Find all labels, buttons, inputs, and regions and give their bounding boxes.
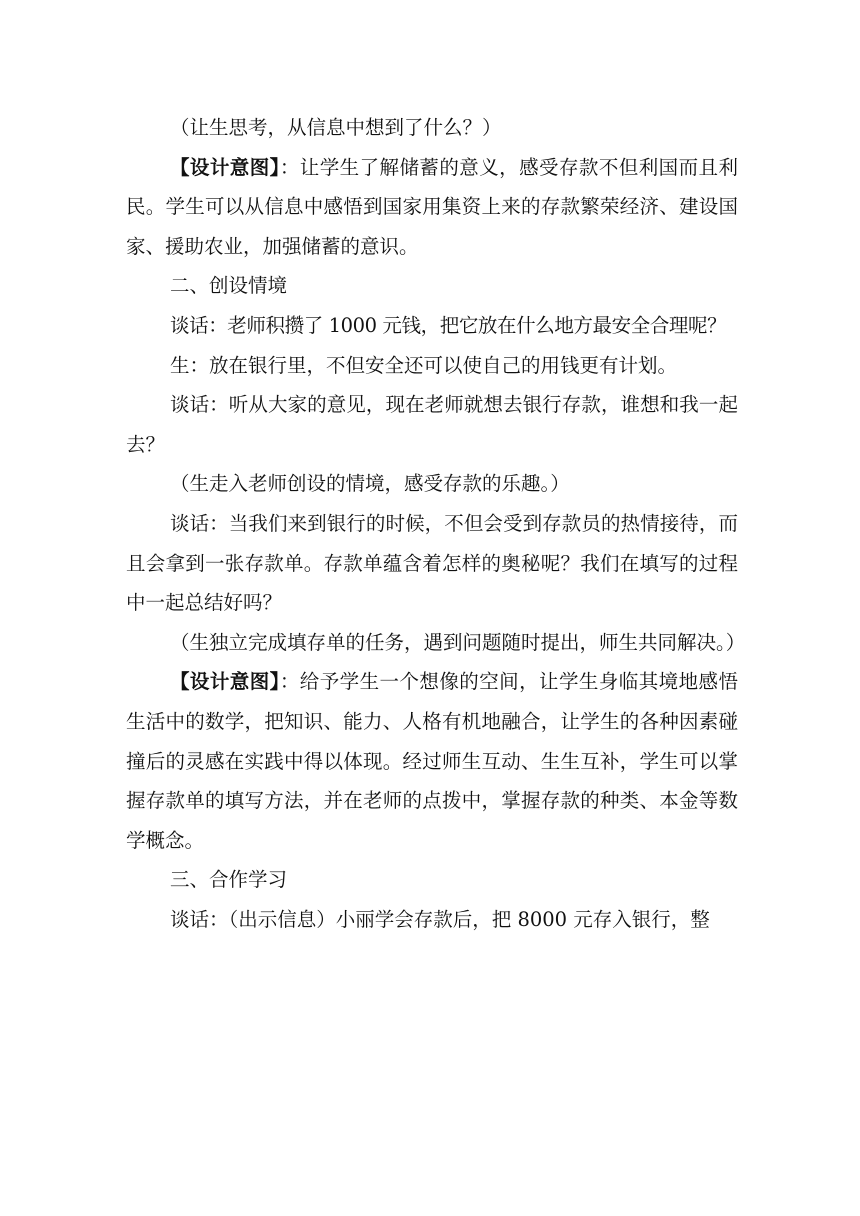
- paragraph-design-intent-1: [126, 148, 738, 267]
- section-heading-cooperative-learning: 三、合作学习: [170, 868, 288, 892]
- design-intent-text: ：给予学生一个想像的空间，让学生身临其境地感悟生活中的数学，把知识、能力、人格有机地融合，让学生的各种因素碰撞后的灵感在实践中得以体现。经过师生互动、生生互补，学生可以掌握存款单的填写方法，并在老师的点拨中，掌握存款的种类、本金等数学概念。: [126, 670, 738, 852]
- design-intent-label: 【设计意图】: [170, 670, 280, 694]
- design-intent-label: 【设计意图】: [170, 155, 280, 179]
- paragraph-student-answer: 生：放在银行里，不但安全还可以使自己的用钱更有计划。: [170, 353, 678, 377]
- design-intent-text: ：让学生了解储蓄的意义，感受存款不但利国而且利民。学生可以从信息中感悟到国家用集资上来的存款繁荣经济、建设国家、援助农业，加强储蓄的意识。: [126, 155, 738, 258]
- paragraph-think-prompt: （让生思考，从信息中想到了什么？）: [170, 116, 502, 139]
- paragraph-student-enter-scenario: （生走入老师创设的情境，感受存款的乐趣。）: [170, 472, 570, 496]
- paragraph-teacher-talk-bank: 谈话：听从大家的意见，现在老师就想去银行存款，谁想和我一起去？: [126, 393, 738, 456]
- paragraph-teacher-talk-deposit-slip: 谈话：当我们来到银行的时候，不但会受到存款员的热情接待，而且会拿到一张存款单。存款单蕴含着怎样的奥秘呢？我们在填写的过程中一起总结好吗？: [126, 511, 738, 615]
- document-page: [126, 108, 746, 939]
- paragraph-design-intent-2: [126, 662, 738, 860]
- paragraph-teacher-talk-1000: 谈话：老师积攒了 1000 元钱，把它放在什么地方最安全合理呢？: [170, 313, 727, 337]
- paragraph-student-fill-slip: （生独立完成填存单的任务，遇到问题随时提出，师生共同解决。）: [170, 630, 746, 654]
- section-heading-create-scenario: 二、创设情境: [170, 274, 288, 298]
- paragraph-teacher-talk-8000: 谈话：（出示信息）小丽学会存款后，把 8000 元存入银行，整: [170, 907, 710, 931]
